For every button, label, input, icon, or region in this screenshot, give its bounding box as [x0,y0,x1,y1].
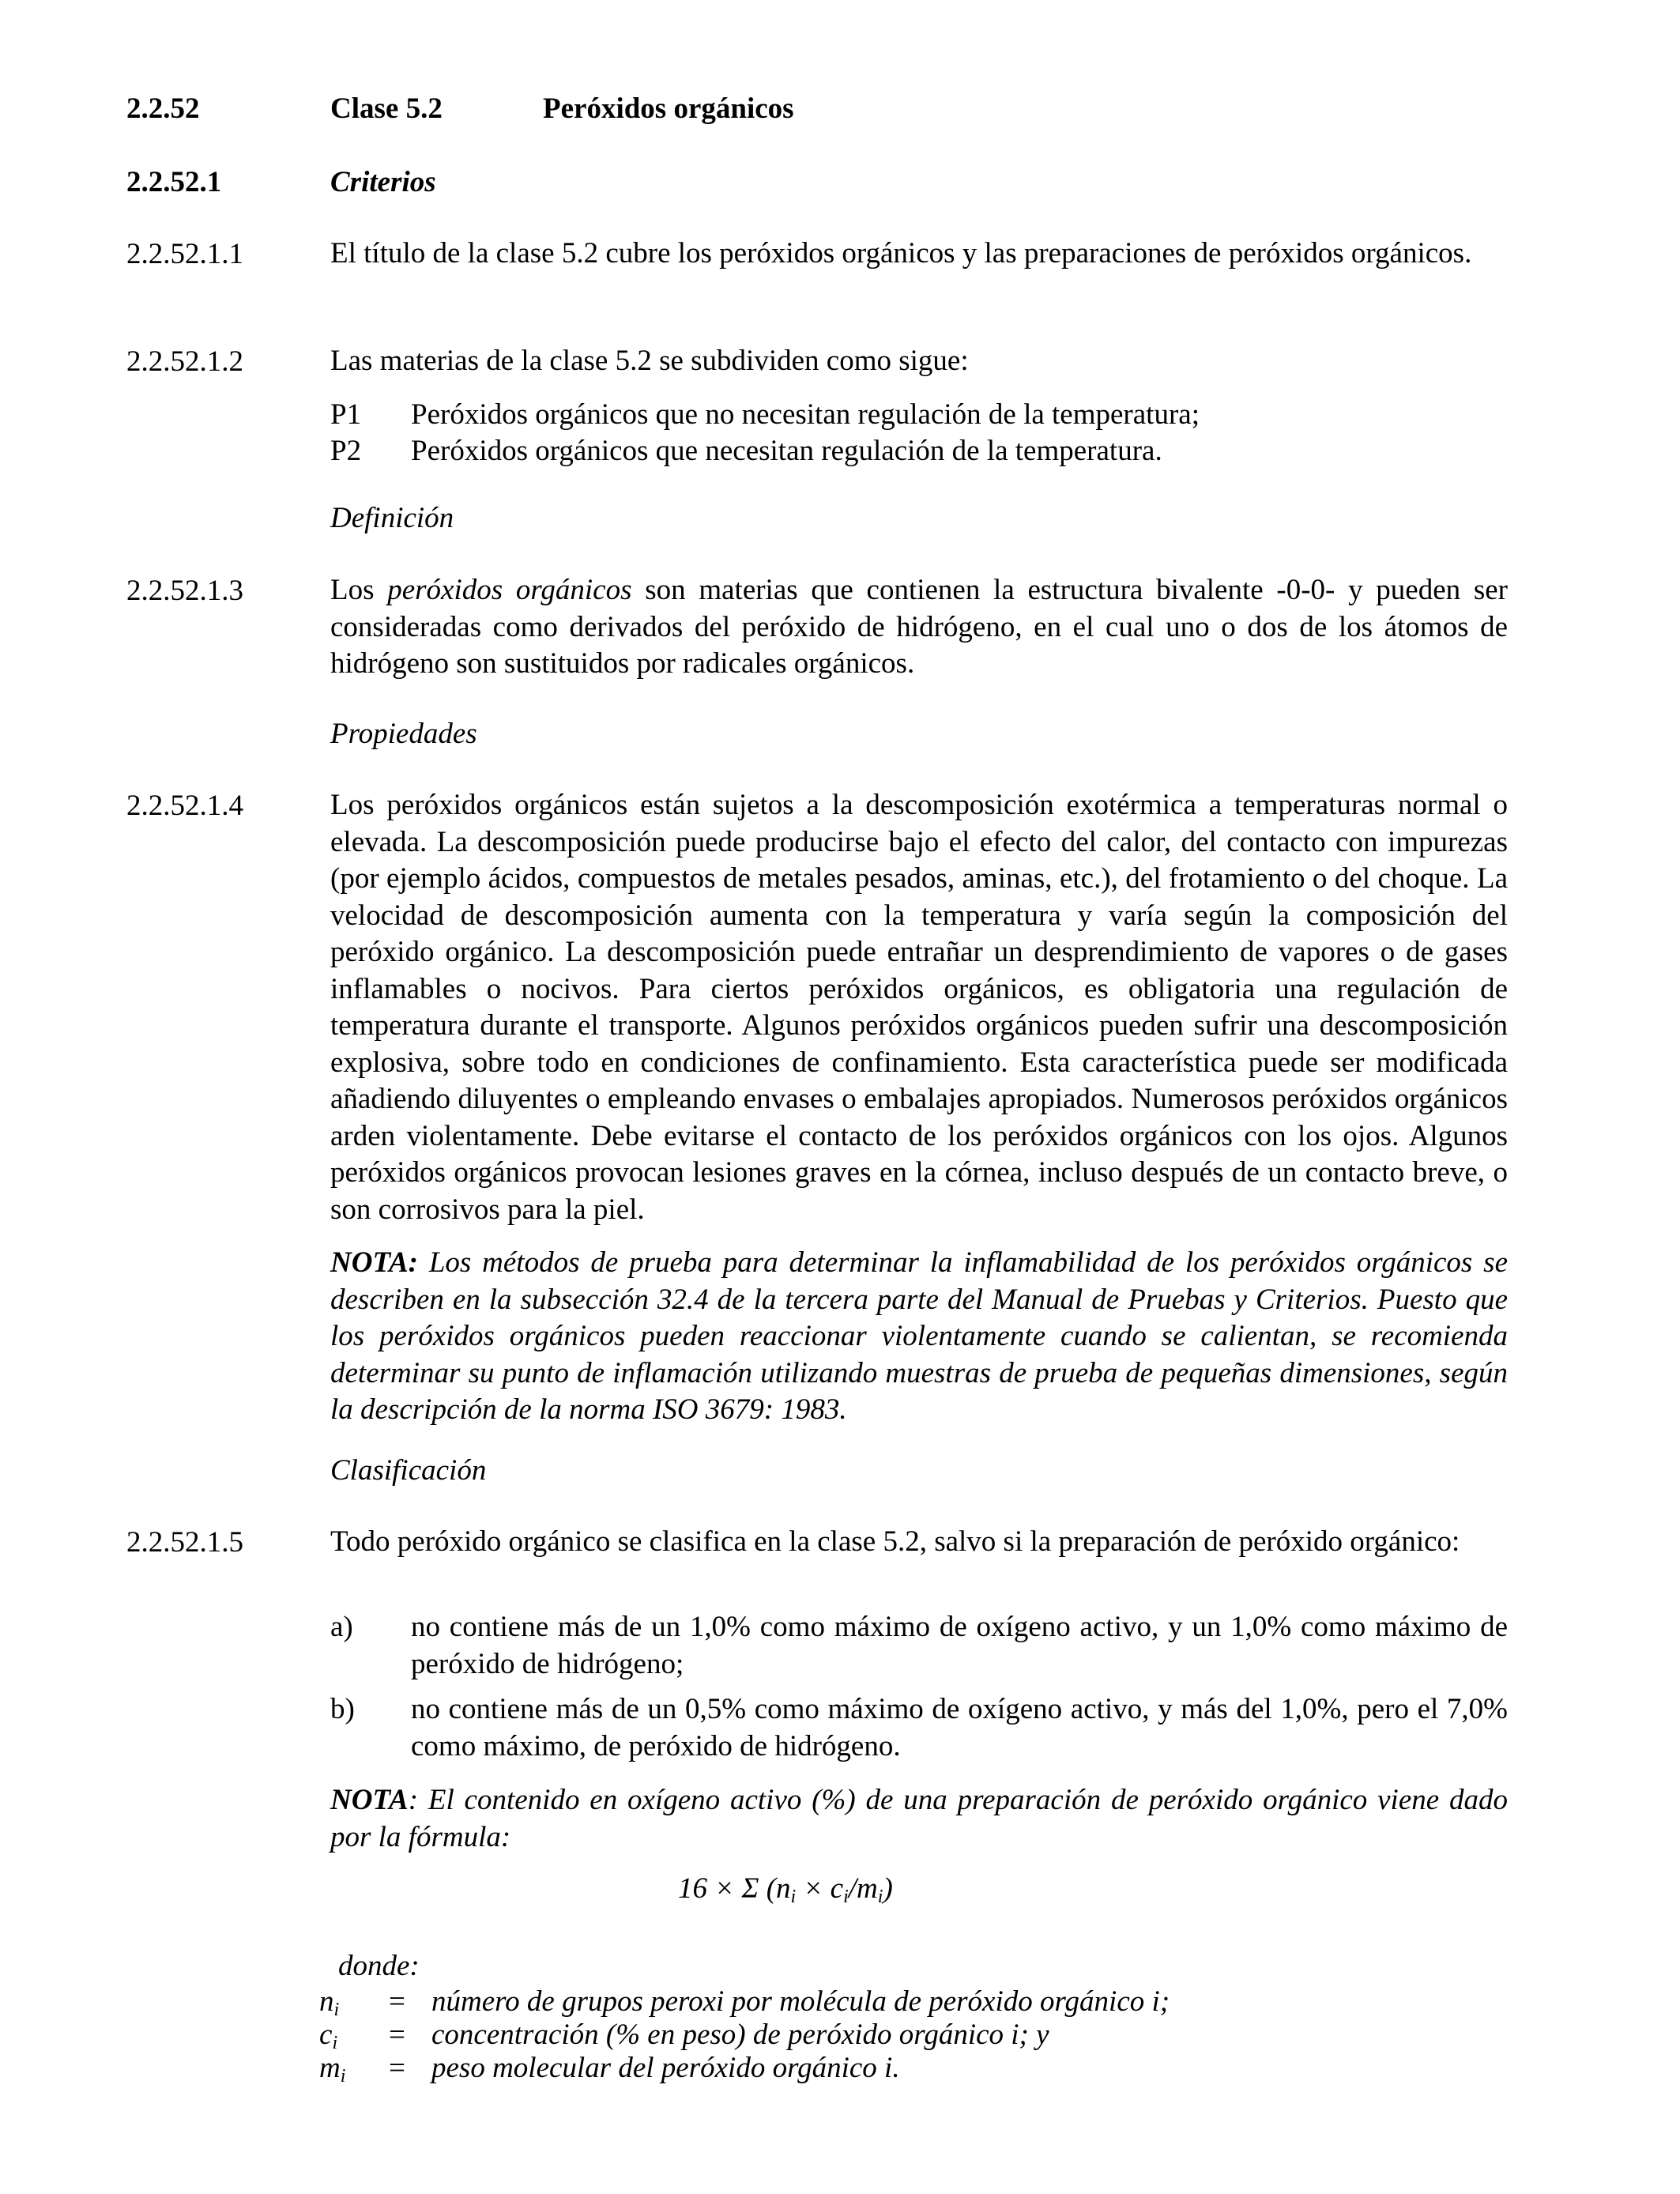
subsection-number: 2.2.52.1 [126,166,222,198]
list-item [330,397,1508,434]
note-label: NOTA: [330,1246,418,1279]
list-item [330,1609,1508,1683]
class-label: Clase 5.2 [330,92,443,125]
formula-part: 16 × Σ (n [678,1872,791,1905]
subsection-title: Criterios [330,166,436,198]
defined-term: peróxidos orgánicos [387,574,632,606]
where-label: donde: [338,1950,420,1982]
symbol-base: m [319,2052,341,2084]
paragraph-text: Todo peróxido orgánico se clasifica en la clase 5.2, salvo si la preparación de peróxido orgánico: [330,1525,1460,1558]
paragraph-text: El título de la clase 5.2 cubre los peróxidos orgánicos y las preparaciones de peróxidos orgánicos. [330,237,1472,270]
symbol-base: c [319,2019,333,2051]
formula-subscript: i [843,1887,849,1907]
paragraph-number: 2.2.52.1.3 [126,575,243,607]
section-number: 2.2.52 [126,92,200,125]
paragraph-number: 2.2.52.1.5 [126,1526,243,1559]
symbol-subscript: i [340,2066,346,2087]
list-item-text: no contiene más de un 1,0% como máximo de oxígeno activo, y un 1,0% como máximo de peróxido de hidrógeno; [411,1611,1508,1680]
note [330,1245,1508,1429]
paragraph-number: 2.2.52.1.1 [126,238,243,270]
subheading-clasificacion: Clasificación [330,1454,487,1487]
equals-sign: = [389,2019,405,2051]
paragraph-text [330,572,1508,683]
variable-symbol [319,2052,345,2085]
note [330,1782,1508,1856]
formula-part: × c [796,1872,844,1905]
symbol-base: n [319,1985,334,2018]
variable-symbol [319,1985,339,2019]
variable-symbol [319,2019,337,2052]
note-label: NOTA [330,1784,409,1816]
paragraph-number: 2.2.52.1.2 [126,345,243,378]
list-item-text: no contiene más de un 0,5% como máximo de oxígeno activo, y más del 1,0%, pero el 7,0% como máximo, de peróxido de hidrógeno. [411,1693,1508,1762]
formula-part: ) [883,1872,893,1905]
list-item [330,1691,1508,1765]
list-item-label: b) [330,1693,355,1725]
formula-subscript: i [790,1887,797,1907]
list-item-label: a) [330,1611,353,1643]
paragraph-number: 2.2.52.1.4 [126,790,243,822]
variable-description: número de grupos peroxi por molécula de peróxido orgánico i; [431,1985,1170,2018]
equals-sign: = [389,2052,405,2084]
paragraph-rest: son materias que contienen la estructura bivalente -0-0- y pueden ser consideradas como derivados del peróxido de hidrógeno, en el cual uno o dos de los átomos de hidrógeno son sustituidos por radicales orgánicos. [330,574,1508,680]
list-item-label: P1 [330,398,362,431]
list-item-text: Peróxidos orgánicos que no necesitan regulación de la temperatura; [411,398,1200,431]
list-item-text: Peróxidos orgánicos que necesitan regulación de la temperatura. [411,435,1162,467]
symbol-subscript: i [332,2033,338,2053]
note-text: Los métodos de prueba para determinar la inflamabilidad de los peróxidos orgánicos se describen en la subsección 32.4 de la tercera parte del Manual de Pruebas y Criterios. Puesto que los peróxidos orgánicos pueden reaccionar violentamente cuando se calientan, se recomienda determinar su punto de inflamación utilizando muestras de prueba de pequeñas dimensiones, según la descripción de la norma ISO 3679: 1983. [330,1246,1508,1426]
variable-description: concentración (% en peso) de peróxido orgánico i; y [431,2019,1049,2051]
variable-description: peso molecular del peróxido orgánico i. [431,2052,900,2084]
paragraph-lead: Los [330,574,388,606]
list-item [330,433,1508,470]
equals-sign: = [389,1985,405,2018]
formula-subscript: i [877,1887,883,1907]
symbol-subscript: i [333,2000,340,2020]
formula [678,1870,893,1908]
list-item-label: P2 [330,435,362,467]
paragraph-text: Los peróxidos orgánicos están sujetos a la descomposición exotérmica a temperaturas normal o elevada. La descomposición puede producirse bajo el efecto del calor, del contacto con impurezas (por ejemplo ácidos, compuestos de metales pesados, aminas, etc.), del frotamiento o del choque. La velocidad de descomposición aumenta con la temperatura y varía según la composición del peróxido orgánico. La descomposición puede entrañar un desprendimiento de vapores o de gases inflamables o nocivos. Para ciertos peróxidos orgánicos, es obligatoria una regulación de temperatura durante el transporte. Algunos peróxidos orgánicos pueden sufrir una descomposición explosiva, sobre todo en condiciones de confinamiento. Esta característica puede ser modificada añadiendo diluyentes o empleando envases o embalajes apropiados. Numerosos peróxidos orgánicos arden violentamente. Debe evitarse el contacto de los peróxidos orgánicos con los ojos. Algunos peróxidos orgánicos provocan lesiones graves en la córnea, incluso después de un contacto breve, o son corrosivos para la piel. [330,789,1508,1226]
subheading-definicion: Definición [330,502,454,534]
note-text: : El contenido en oxígeno activo (%) de una preparación de peróxido orgánico viene dado por la fórmula: [330,1784,1508,1853]
paragraph-text: Las materias de la clase 5.2 se subdividen como sigue: [330,345,969,377]
formula-part: /m [848,1872,878,1905]
subheading-propiedades: Propiedades [330,718,477,750]
section-title: Peróxidos orgánicos [543,92,794,125]
